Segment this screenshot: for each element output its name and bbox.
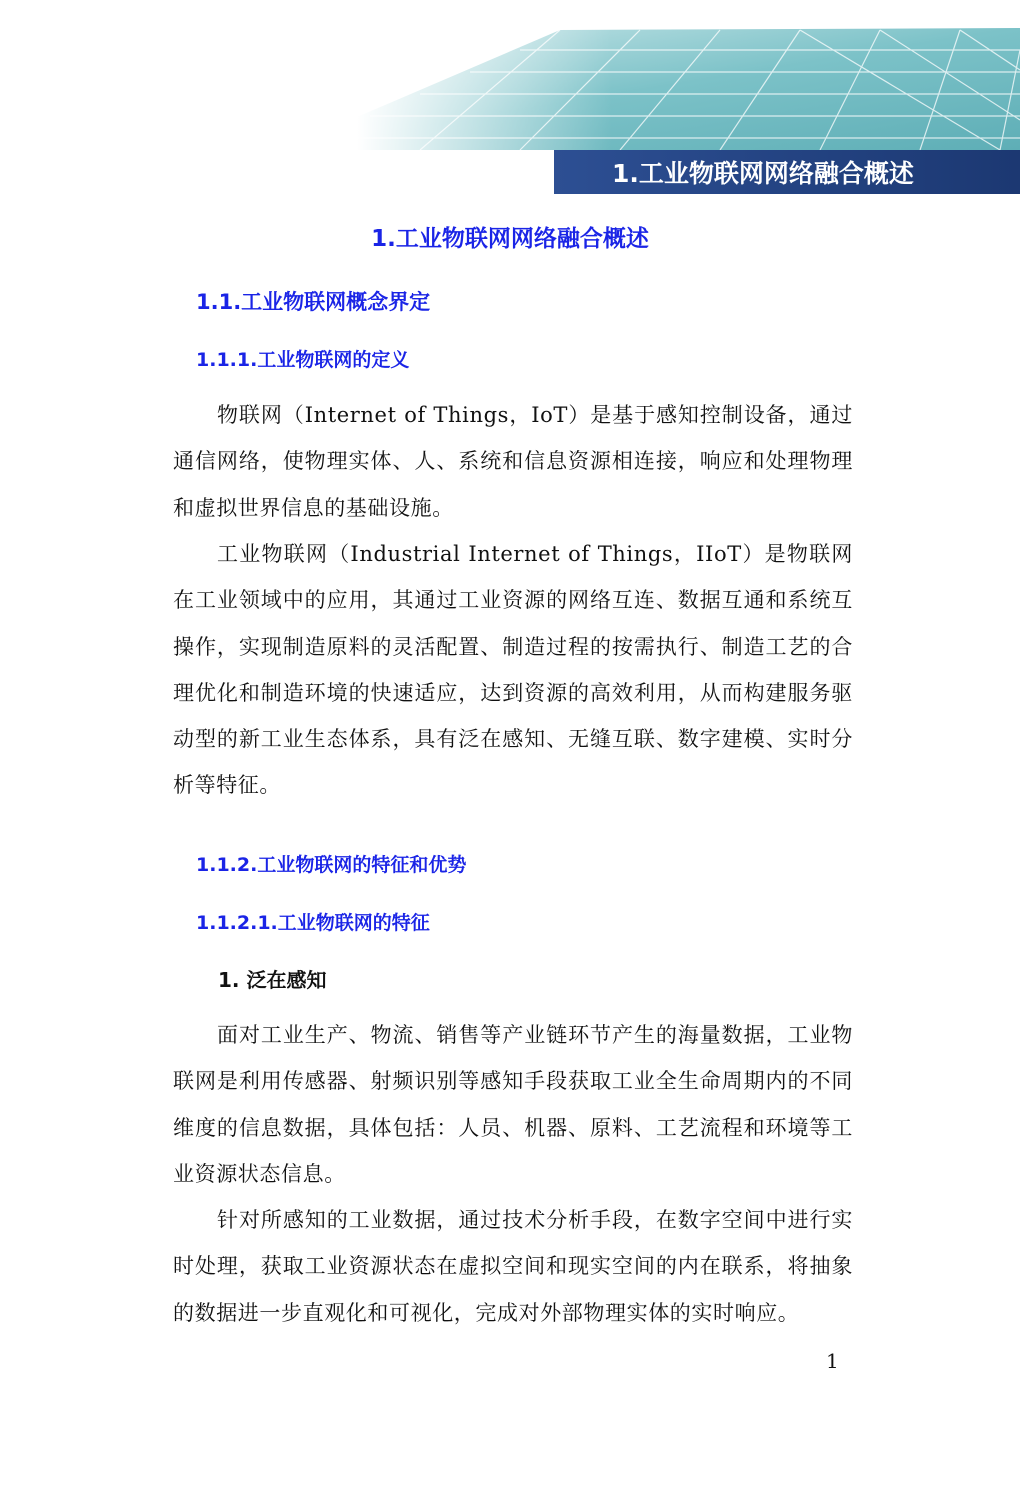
heading-definition: 1.1.1.工业物联网的定义 xyxy=(196,349,410,371)
paragraph-iiot-definition: 工业物联网（Industrial Internet of Things，IIoT）是物联网在工业领域中的应用，其通过工业资源的网络互连、数据互通和系统互操作，实现制造原料的灵活配置、制造过程的按需执行、制造工艺的合理优化和制造环境的快速适应，达到资源的高效利用，从而构建服务驱动型的新工业生态体系，具有泛在感知、无缝互联、数字建模、实时分析等特征。 xyxy=(173,542,853,798)
header-banner xyxy=(0,0,1020,200)
page-number: 1 xyxy=(826,1349,839,1373)
heading-features: 1.1.2.1.工业物联网的特征 xyxy=(196,912,430,934)
paragraph-sensing-data: 面对工业生产、物流、销售等产业链环节产生的海量数据，工业物联网是利用传感器、射频识别等感知手段获取工业全生命周期内的不同维度的信息数据，具体包括：人员、机器、原料、工艺流程和环境等工业资源状态信息。 xyxy=(173,1023,853,1186)
heading-features-advantages: 1.1.2.工业物联网的特征和优势 xyxy=(196,854,467,876)
paragraph-realtime-processing: 针对所感知的工业数据，通过技术分析手段，在数字空间中进行实时处理，获取工业资源状态在虚拟空间和现实空间的内在联系，将抽象的数据进一步直观化和可视化，完成对外部物理实体的实时响应。 xyxy=(173,1208,853,1325)
heading-level-2: 1.1.工业物联网概念界定 xyxy=(196,290,431,314)
heading-level-1: 1.工业物联网网络融合概述 xyxy=(371,226,649,252)
heading-ubiquitous-sensing: 1. 泛在感知 xyxy=(218,968,327,992)
banner-title: 1.工业物联网网络融合概述 xyxy=(612,159,914,188)
banner-title-bar xyxy=(554,150,1020,194)
paragraph-iot-definition: 物联网（Internet of Things，IoT）是基于感知控制设备，通过通信网络，使物理实体、人、系统和信息资源相连接，响应和处理物理和虚拟世界信息的基础设施。 xyxy=(173,403,853,520)
